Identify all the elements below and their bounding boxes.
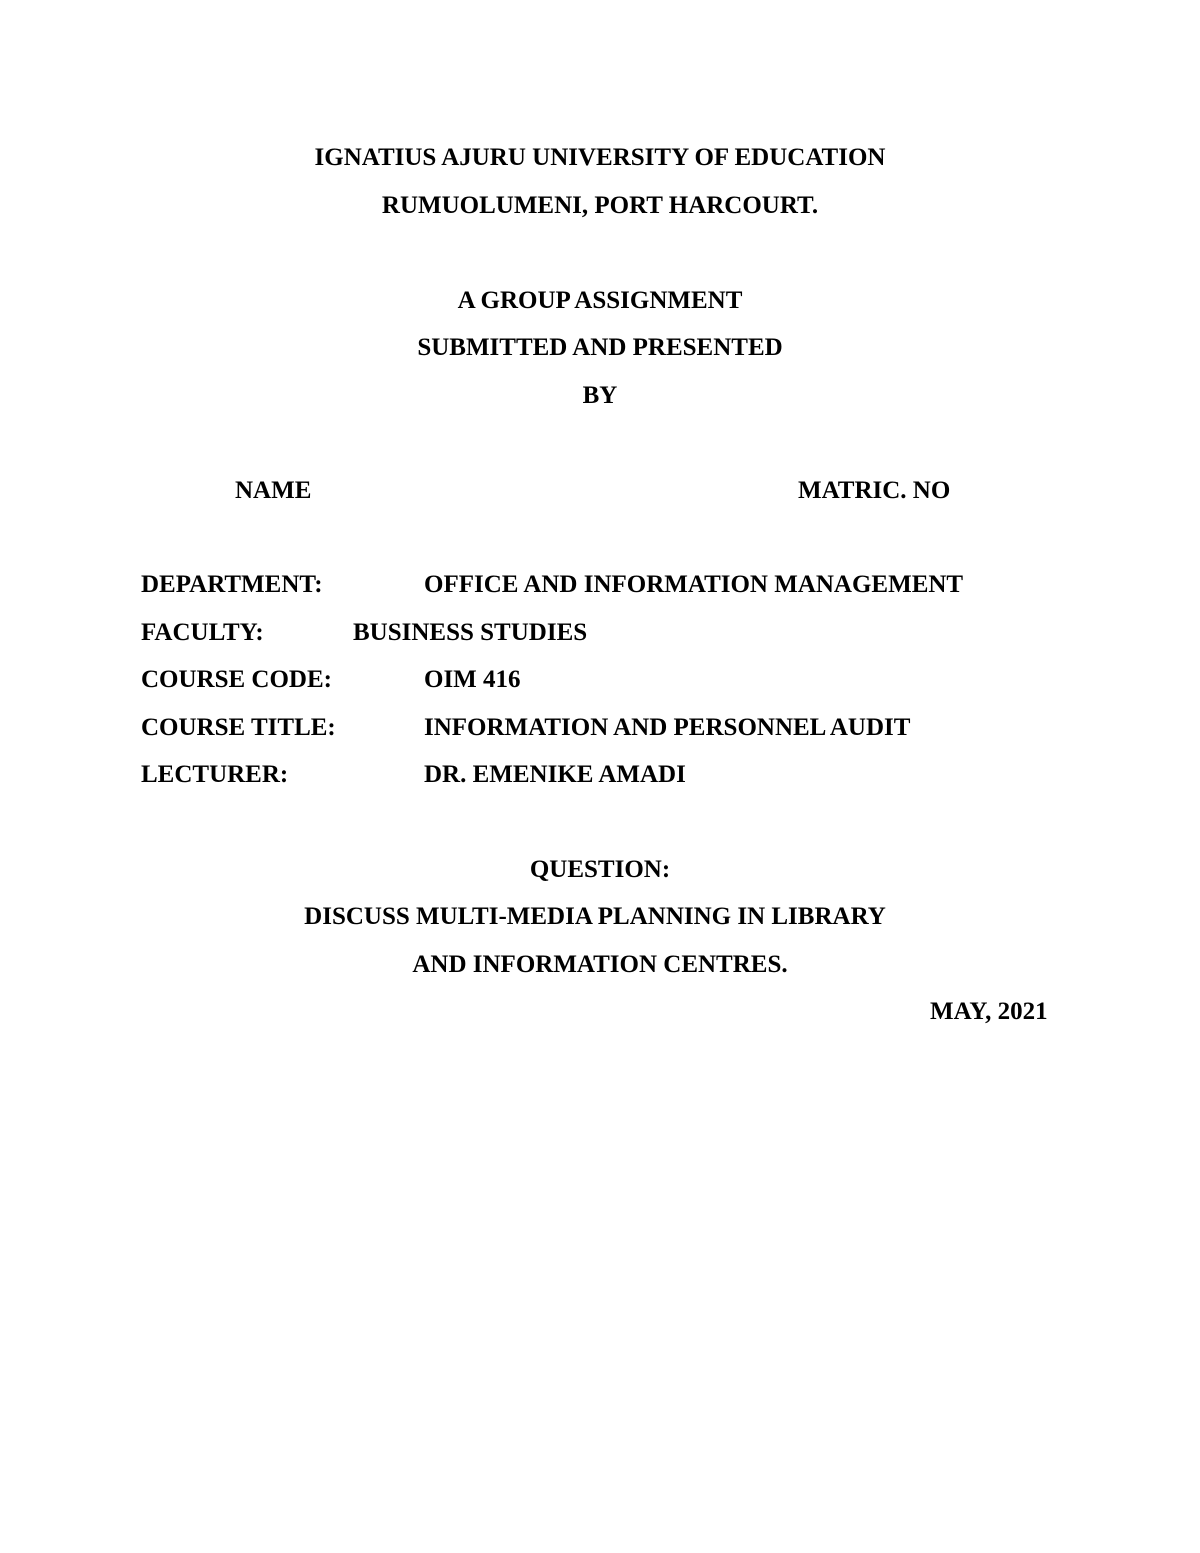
- matric-column-header: MATRIC. NO: [798, 477, 951, 504]
- department-value: OFFICE AND INFORMATION MANAGEMENT: [424, 571, 964, 598]
- university-location: RUMUOLUMENI, PORT HARCOURT.: [381, 192, 819, 219]
- assignment-type: A GROUP ASSIGNMENT: [457, 287, 743, 314]
- faculty-value: BUSINESS STUDIES: [353, 619, 588, 646]
- by-label: BY: [582, 382, 618, 409]
- question-line-2: AND INFORMATION CENTRES.: [412, 951, 788, 978]
- course-title-value: INFORMATION AND PERSONNEL AUDIT: [424, 714, 911, 741]
- university-name: IGNATIUS AJURU UNIVERSITY OF EDUCATION: [314, 144, 886, 171]
- question-line-1: DISCUSS MULTI-MEDIA PLANNING IN LIBRARY: [304, 903, 886, 930]
- course-code-label: COURSE CODE:: [141, 666, 332, 693]
- course-title-label: COURSE TITLE:: [141, 714, 336, 741]
- submitted-presented: SUBMITTED AND PRESENTED: [417, 334, 783, 361]
- department-label: DEPARTMENT:: [141, 571, 323, 598]
- course-code-value: OIM 416: [424, 666, 521, 693]
- question-heading: QUESTION:: [529, 856, 671, 883]
- name-column-header: NAME: [235, 477, 312, 504]
- lecturer-value: DR. EMENIKE AMADI: [424, 761, 686, 788]
- submission-date: MAY, 2021: [930, 998, 1048, 1025]
- lecturer-label: LECTURER:: [141, 761, 289, 788]
- faculty-label: FACULTY:: [141, 619, 264, 646]
